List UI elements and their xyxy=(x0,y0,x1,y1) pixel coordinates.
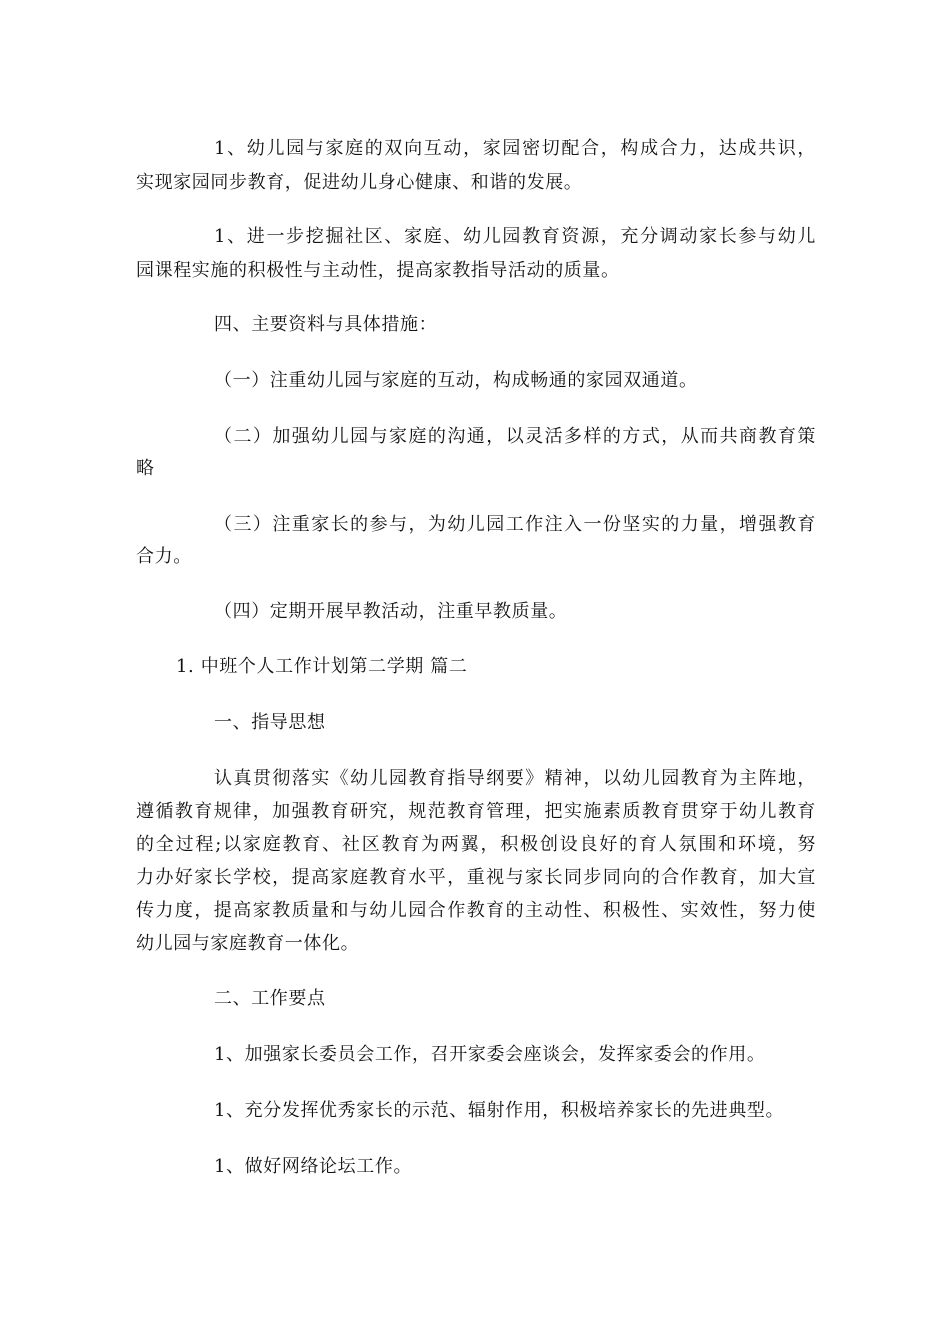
article-title: 1. 中班个人工作计划第二学期 篇二 xyxy=(176,656,468,677)
paragraph-line: 实现家园同步教育，促进幼儿身心健康、和谐的发展。 xyxy=(136,172,583,193)
paragraph-line: 认真贯彻落实《幼儿园教育指导纲要》精神，以幼儿园教育为主阵地， xyxy=(214,768,816,789)
section-heading: 四、主要资料与具体措施： xyxy=(214,314,438,335)
paragraph-line: （一）注重幼儿园与家庭的互动，构成畅通的家园双通道。 xyxy=(214,370,698,391)
paragraph-line: （二）加强幼儿园与家庭的沟通，以灵活多样的方式，从而共商教育策 xyxy=(214,426,816,447)
paragraph-line: 1、加强家长委员会工作，召开家委会座谈会，发挥家委会的作用。 xyxy=(214,1044,766,1065)
paragraph-line: （三）注重家长的参与，为幼儿园工作注入一份坚实的力量，增强教育 xyxy=(214,514,816,535)
paragraph-line: 的全过程;以家庭教育、社区教育为两翼，积极创设良好的育人氛围和环境，努 xyxy=(136,834,816,855)
paragraph-line: 力办好家长学校，提高家庭教育水平，重视与家长同步同向的合作教育，加大宣 xyxy=(136,867,816,888)
paragraph-line: 1、做好网络论坛工作。 xyxy=(214,1156,413,1177)
paragraph-line: 传力度，提高家教质量和与幼儿园合作教育的主动性、积极性、实效性，努力使 xyxy=(136,900,816,921)
paragraph-line: 1、幼儿园与家庭的双向互动，家园密切配合，构成合力，达成共识， xyxy=(214,138,816,159)
paragraph-line: 略 xyxy=(136,458,155,479)
paragraph-line: 1、充分发挥优秀家长的示范、辐射作用，积极培养家长的先进典型。 xyxy=(214,1100,785,1121)
section-heading: 一、指导思想 xyxy=(214,712,326,733)
paragraph-line: 合力。 xyxy=(136,546,192,567)
paragraph-line: 1、进一步挖掘社区、家庭、幼儿园教育资源，充分调动家长参与幼儿 xyxy=(214,226,816,247)
paragraph-line: 园课程实施的积极性与主动性，提高家教指导活动的质量。 xyxy=(136,260,620,281)
section-heading: 二、工作要点 xyxy=(214,988,326,1009)
paragraph-line: 幼儿园与家庭教育一体化。 xyxy=(136,933,360,954)
paragraph-line: 遵循教育规律，加强教育研究，规范教育管理，把实施素质教育贯穿于幼儿教育 xyxy=(136,801,816,822)
paragraph-line: （四）定期开展早教活动，注重早教质量。 xyxy=(214,601,568,622)
